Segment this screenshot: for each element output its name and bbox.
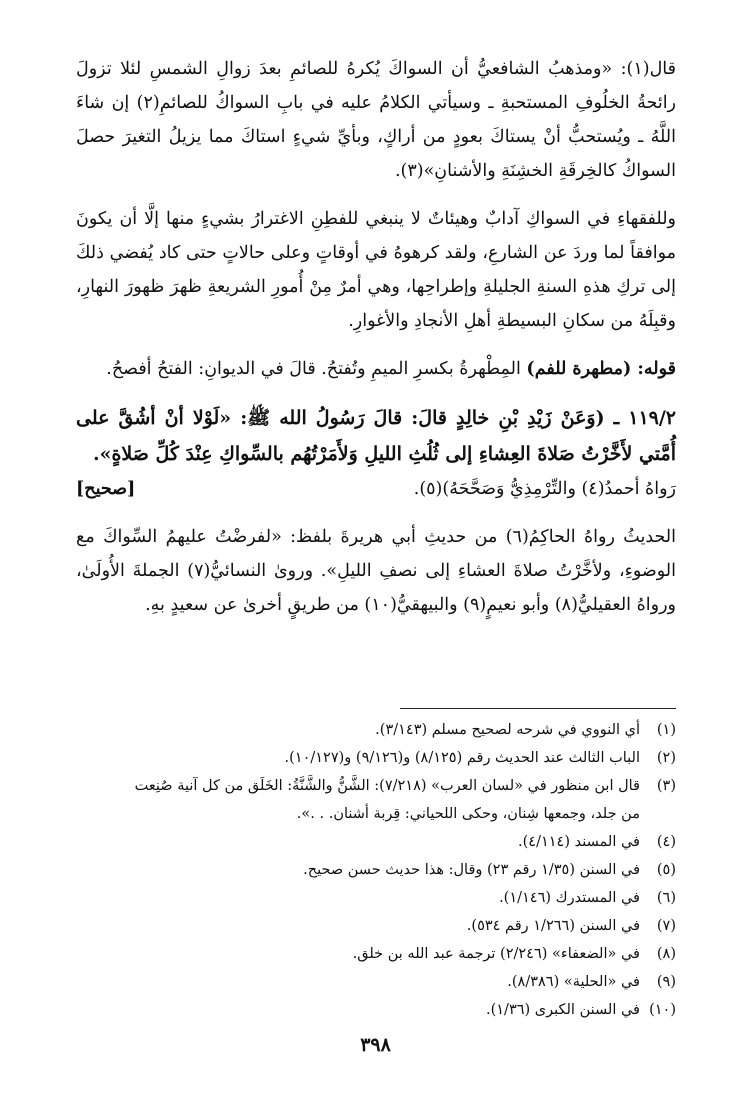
footnote-text: الباب الثالث عند الحديث رقم (٨/١٢٥) و(٩/١٢٦) و(١٠/١٢٧). xyxy=(284,750,640,766)
footnote-number: (٥) xyxy=(656,862,676,878)
footnote-number: (٧) xyxy=(656,918,676,934)
commentary-label: قوله: (مطهرة للفم) xyxy=(526,359,676,379)
footnote-text: في «الضعفاء» (٢/٢٤٦) ترجمة عبد الله بن خلق. xyxy=(352,946,640,962)
footnote-number: (٦) xyxy=(656,890,676,906)
footnote-text: في السنن (١/٢٦٦ رقم ٥٣٤). xyxy=(466,918,640,934)
hadith-source-line xyxy=(76,472,676,506)
paragraph-1: قال(١): «ومذهبُ الشافعيُّ أن السواكَ يُكرهُ للصائمِ بعدَ زوالِ الشمسِ لئلا تزولَ رائحةُ الخلُوفِ المستحبةِ ـ وسيأتي الكلامُ عليه في بابِ السواكُ للصائمِ(٢) إن شاءَ اللَّهُ ـ ويُستحبُّ أنْ يستاكَ بعودٍ من أراكٍ، وبأيِّ شيءٍ استاكَ مما يزيلُ التغيرَ حصلَ السواكُ كالخِرقَةِ الخشِنَةِ والأشنانِ»(٣). xyxy=(76,59,677,181)
footnote-text: قال ابن منظور في «لسان العرب» (٧/٢١٨): الشَّنُّ والشَّنَّةُ: الخَلَق من كل آنية صُنِعت xyxy=(134,778,640,794)
paragraph-4: الحديثُ رواهُ الحاكِمُ(٦) من حديثِ أبي هريرةَ بلفظ: «لفرضْتُ عليهمُ السِّواكَ مع الوضوءِ، ولأخَّرْتُ صلاةَ العشاءِ إلى نصفِ الليلِ». وروىٰ النسائيُّ(٧) الجملةَ الأُولَىٰ، ورواهُ العقيليُّ(٨) وأبو نعيمٍ(٩) والبيهقيُّ(١٠) من طريقٍ أخرىٰ عن سعيدٍ بهِ. xyxy=(76,527,676,615)
footnote xyxy=(76,912,676,940)
footnote xyxy=(76,968,676,996)
footnote xyxy=(76,772,676,800)
footnote xyxy=(76,856,676,884)
footnotes xyxy=(76,716,676,1024)
footnote-number: (١) xyxy=(656,722,676,738)
main-text xyxy=(76,52,676,630)
paragraph-3 xyxy=(76,352,676,386)
footnote xyxy=(76,828,676,856)
footnote-continuation: من جلد، وجمعها شِنان، وحكى اللحياني: قِربة أشنان. . .». xyxy=(296,806,640,822)
hadith-text: ١١٩/٢ ـ (وَعَنْ زَيْدِ بْنِ خالِدٍ قالَ: قالَ رَسُولُ الله ﷺ: «لَوْلا أنْ أشُقَّ على أُمَّتي لأَخَّرْتُ صَلاةَ العِشاءِ إلى ثُلُثِ الليلِ وَلأَمَرْتُهُم بالسِّواكِ عِنْدَ كُلِّ صَلاةٍ». xyxy=(76,407,676,465)
footnote-text: في المسند (٤/١١٤). xyxy=(518,834,640,850)
footnote-number: (٣) xyxy=(656,778,676,794)
footnote-divider xyxy=(400,708,676,709)
footnote-text: في السنن (١/٣٥ رقم ٢٣) وقال: هذا حديث حسن صحيح. xyxy=(303,862,640,878)
footnote-text: أي النووي في شرحه لصحيح مسلم (٣/١٤٣). xyxy=(375,722,640,738)
hadith-source: رَواهُ أحمدُ(٤) والتِّرْمِذِيُّ وَصَحَّحَهُ)(٥). xyxy=(413,479,676,499)
footnote-number: (٤) xyxy=(656,834,676,850)
footnote-text: في المستدرك (١/١٤٦). xyxy=(499,890,640,906)
footnote-number: (١٠) xyxy=(649,1002,676,1018)
footnote-number: (٩) xyxy=(656,974,676,990)
footnote xyxy=(76,716,676,744)
paragraph-2: وللفقهاءِ في السواكِ آدابٌ وهيئاتٌ لا ينبغي للفطِنِ الاغترارُ بشيءٍ منها إلَّا أن يكونَ موافقاً لما وردَ عن الشارعِ، ولقد كرهوهُ في أوقاتٍ وعلى حالاتٍ حتى كاد يُفضي ذلكَ إلى تركِ هذهِ السنةِ الجليلةِ وإطراحِها، وهي أمرٌ مِنْ أُمورِ الشريعةِ ظهرَ ظهورَ النهارِ، وقبِلَهُ من سكانِ البسيطةِ أهلِ الأنجادِ والأغوارِ. xyxy=(76,209,676,331)
footnote-number: (٨) xyxy=(656,946,676,962)
footnote xyxy=(76,940,676,968)
footnote-text: في «الحلية» (٨/٣٨٦). xyxy=(507,974,640,990)
footnote-number: (٢) xyxy=(656,750,676,766)
footnote xyxy=(76,996,676,1024)
footnote xyxy=(76,884,676,912)
page-number: ٣٩٨ xyxy=(360,1034,391,1056)
hadith-grade: [صحيح] xyxy=(76,479,136,499)
commentary-text: المِطْهرةُ بكسرِ الميمِ وتُفتحُ. قالَ في الديوانِ: الفتحُ أفصحُ. xyxy=(106,359,527,379)
footnote xyxy=(76,744,676,772)
footnote-text: في السنن الكبرى (١/٣٦). xyxy=(485,1002,640,1018)
